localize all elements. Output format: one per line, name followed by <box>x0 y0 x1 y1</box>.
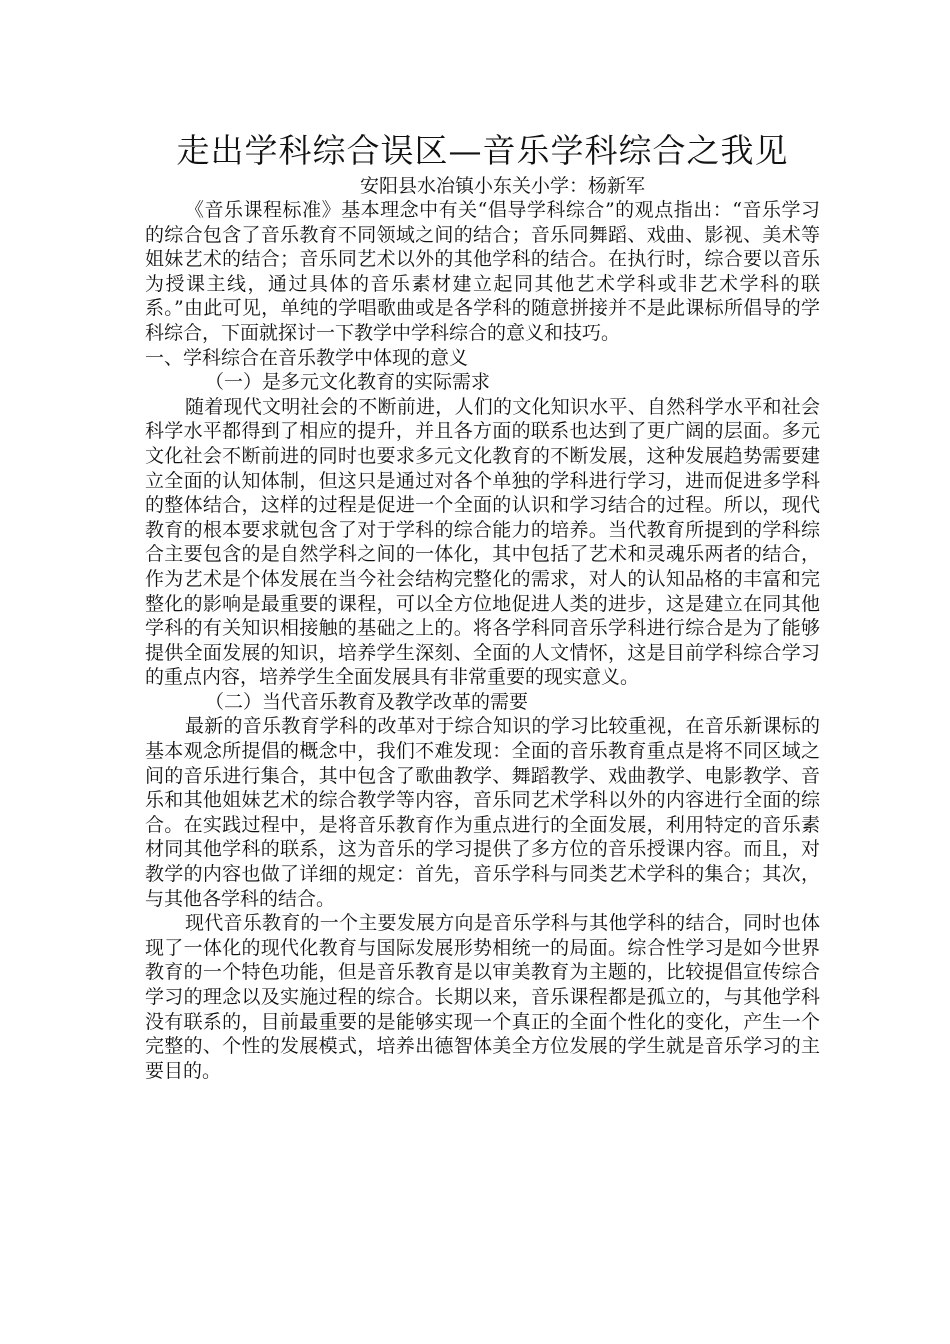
document-title: 走出学科综合误区—音乐学科综合之我见 <box>176 131 789 170</box>
document-body <box>145 198 820 1083</box>
paragraph-intro: 《音乐课程标准》基本理念中有关“倡导学科综合”的观点指出：“音乐学习的综合包含了音乐教育不同领域之间的结合；音乐同舞蹈、戏曲、影视、美术等姐妹艺术的结合；音乐同艺术以外的其他学科的结合。在执行时，综合要以音乐为授课主线，通过具体的音乐素材建立起同其他艺术学科或非艺术学科的联系。”由此可见，单纯的学唱歌曲或是各学科的随意拼接并不是此课标所倡导的学科综合，下面就探讨一下教学中学科综合的意义和技巧。 <box>145 199 820 344</box>
subsection-heading-2: （二）当代音乐教育及教学改革的需要 <box>205 690 529 713</box>
paragraph-reform: 最新的音乐教育学科的改革对于综合知识的学习比较重视，在音乐新课标的基本观念所提倡的概念中，我们不难发现：全面的音乐教育重点是将不同区域之间的音乐进行集合，其中包含了歌曲教学、舞蹈教学、戏曲教学、电影教学、音乐和其他姐妹艺术的综合教学等内容，音乐同艺术学科以外的内容进行全面的综合。在实践过程中，是将音乐教育作为重点进行的全面发展，利用特定的音乐素材同其他学科的联系，这为音乐的学习提供了多方位的音乐授课内容。而且，对教学的内容也做了详细的规定：首先，音乐学科与同类艺术学科的集合；其次，与其他各学科的结合。 <box>145 715 820 910</box>
subsection-heading-1: （一）是多元文化教育的实际需求 <box>205 371 491 394</box>
paragraph-development: 现代音乐教育的一个主要发展方向是音乐学科与其他学科的结合，同时也体现了一体化的现代化教育与国际发展形势相统一的局面。综合性学习是如今世界教育的一个特色功能，但是音乐教育是以审美教育为主题的，比较提倡宣传综合学习的理念以及实施过程的综合。长期以来，音乐课程都是孤立的，与其他学科没有联系的，目前最重要的是能够实现一个真正的全面个性化的变化，产生一个完整的、个性的发展模式，培养出德智体美全方位发展的学生就是音乐学习的主要目的。 <box>145 912 820 1082</box>
section-heading-1: 一、学科综合在音乐教学中体现的意义 <box>145 346 469 369</box>
paragraph-multicultural: 随着现代文明社会的不断前进，人们的文化知识水平、自然科学水平和社会科学水平都得到了相应的提升，并且各方面的联系也达到了更广阔的层面。多元文化社会不断前进的同时也要求多元文化教育的不断发展，这种发展趋势需要建立全面的认知体制，但这只是通过对各个单独的学科进行学习，进而促进多学科的整体结合，这样的过程是促进一个全面的认识和学习结合的过程。所以，现代教育的根本要求就包含了对于学科的综合能力的培养。当代教育所提到的学科综合主要包含的是自然学科之间的一体化，其中包括了艺术和灵魂乐两者的结合，作为艺术是个体发展在当今社会结构完整化的需求，对人的认知品格的丰富和完整化的影响是最重要的课程，可以全方位地促进人类的进步，这是建立在同其他学科的有关知识相接触的基础之上的。将各学科同音乐学科进行综合是为了能够提供全面发展的知识，培养学生深刻、全面的人文情怀，这是目前学科综合学习的重点内容，培养学生全面发展具有非常重要的现实意义。 <box>145 395 820 689</box>
document-content <box>145 128 820 1083</box>
author-line: 安阳县水冶镇小东关小学：杨新军 <box>359 175 645 197</box>
